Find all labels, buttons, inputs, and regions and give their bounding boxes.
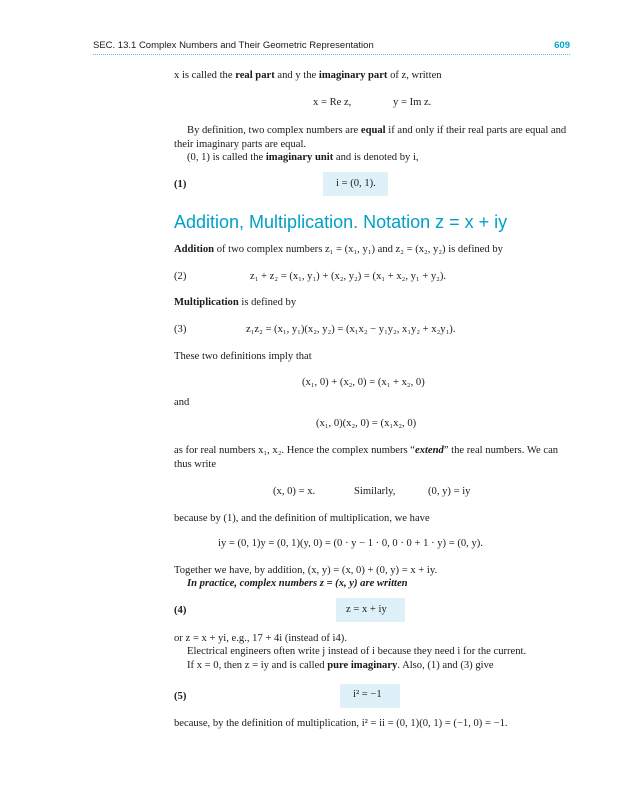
para-together: Together we have, by addition, (x, y) = (x, 0) + (0, y) = x + iy.: [174, 565, 438, 576]
para-final: because, by the definition of multiplication, i² = ii = (0, 1)(0, 1) = (−1, 0) = −1.: [174, 718, 508, 729]
section-heading: Addition, Multiplication. Notation z = x + iy: [174, 212, 508, 232]
para-engineers: Electrical engineers often write j instead of i because they need i for the current.: [187, 646, 527, 657]
para-real-imag: x is called the real part and y the imaginary part of z, written: [174, 70, 442, 81]
word-and: and: [174, 397, 190, 408]
equation-number-1: (1): [174, 179, 187, 190]
para-equal: By definition, two complex numbers are equal if and only if their real parts are equal and their imaginary parts are equal.: [174, 125, 567, 150]
running-header: [93, 40, 570, 54]
para-addition: Addition of two complex numbers z₁ = (x₁, y₁) and z₂ = (x₂, y₂) is defined by: [174, 244, 503, 255]
equation-5: i² = −1: [353, 689, 382, 700]
equation-1: i = (0, 1).: [336, 178, 376, 189]
para-extend: as for real numbers x₁, x₂. Hence the complex numbers “extend” the real numbers. We can thus write: [174, 445, 559, 470]
equation-im: y = Im z.: [393, 97, 432, 108]
equation-number-2: (2): [174, 271, 187, 282]
equation-iy: iy = (0, 1)y = (0, 1)(y, 0) = (0 · y − 1 · 0, 0 · 0 + 1 · y) = (0, y).: [218, 538, 483, 549]
equation-x0: (x, 0) = x.: [273, 486, 316, 497]
equation-4: z = x + iy: [346, 604, 387, 615]
equation-number-5: (5): [174, 691, 187, 702]
word-similarly: Similarly,: [354, 486, 396, 497]
equation-3: z₁z₂ = (x₁, y₁)(x₂, y₂) = (x₁x₂ − y₁y₂, x₁y₂ + x₂y₁).: [246, 324, 456, 335]
header-rule: [93, 54, 570, 55]
equation-number-4: (4): [174, 605, 187, 616]
equation-number-3: (3): [174, 324, 187, 335]
para-imply: These two definitions imply that: [174, 351, 312, 362]
para-pure: If x = 0, then z = iy and is called pure imaginary. Also, (1) and (3) give: [187, 660, 494, 671]
equation-sum: (x₁, 0) + (x₂, 0) = (x₁ + x₂, 0): [302, 377, 425, 388]
para-because: because by (1), and the definition of multiplication, we have: [174, 513, 430, 524]
equation-product: (x₁, 0)(x₂, 0) = (x₁x₂, 0): [316, 418, 417, 429]
equation-0y: (0, y) = iy: [428, 486, 471, 497]
section-title: SEC. 13.1 Complex Numbers and Their Geometric Representation: [93, 40, 374, 51]
para-multiplication: Multiplication is defined by: [174, 297, 297, 308]
equation-re: x = Re z,: [313, 97, 352, 108]
para-or: or z = x + yi, e.g., 17 + 4i (instead of i4).: [174, 633, 347, 644]
equation-2: z₁ + z₂ = (x₁, y₁) + (x₂, y₂) = (x₁ + x₂, y₁ + y₂).: [250, 271, 447, 282]
para-unit: (0, 1) is called the imaginary unit and is denoted by i,: [187, 152, 419, 163]
page-number: 609: [554, 40, 570, 51]
para-practice: In practice, complex numbers z = (x, y) are written: [187, 578, 408, 589]
